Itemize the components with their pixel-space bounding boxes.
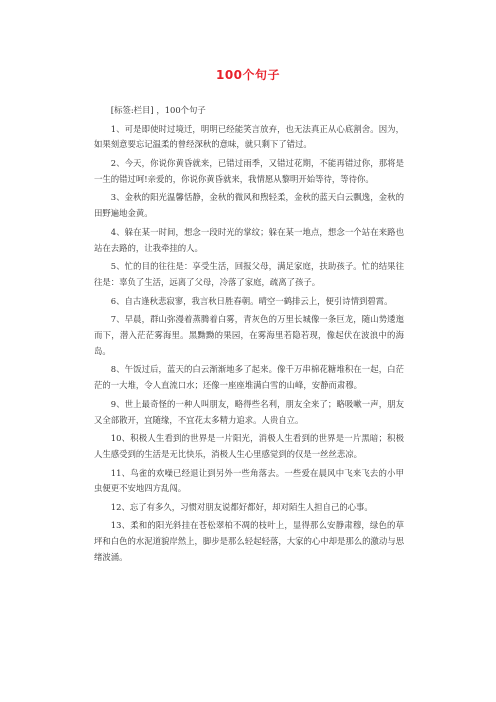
- paragraph: 2、今天，你说你黄昏就来，已错过雨季，又错过花期，不能再错过你，那将是一生的错过呵!亲爱的，你说你黄昏就来，我情愿从黎明开始等待，等待你。: [94, 157, 404, 184]
- page-title: 100个句子: [215, 68, 281, 82]
- paragraph: 1、可是即使时过境迁，明明已经能笑言放弃，也无法真正从心底割舍。因为，如果刻意要忘记温柔的曾经深秋的意味，就只剩下了错过。: [94, 123, 404, 150]
- paragraph: 6、自古逢秋悲寂寥，我言秋日胜春朝。晴空一鹤排云上，便引诗情到碧霄。: [110, 295, 393, 306]
- paragraph: 9、世上最奇怪的一种人叫朋友，略得些名利，朋友全来了；略吸嗽一声，朋友又全部散开，宜随缘，不宜花太多精力追求。人贵自立。: [94, 398, 404, 425]
- paragraph: 4、躲在某一时间，想念一段时光的掌纹；躲在某一地点，想念一个站在来路也站在去路的，让我牵挂的人。: [94, 226, 404, 253]
- paragraph: 3、金秋的阳光温馨恬静，金秋的微风和煦轻柔，金秋的蓝天白云飘逸，金秋的田野遍地金黄。: [94, 192, 404, 219]
- paragraph: 10、积极人生看到的世界是一片阳光，消极人生看到的世界是一片黑暗；积极人生感受到的生活是无比快乐，消极人生心里感觉到的仅是一丝丝悲凉。: [94, 433, 404, 460]
- paragraph: 13、柔和的阳光斜挂在苍松翠柏不凋的枝叶上，显得那么安静肃穆，绿色的草坪和白色的水泥道貌岸然上，脚步是那么轻起轻落，大家的心中却是那么的激动与思绪波涌。: [94, 520, 404, 563]
- paragraph: 7、早晨，群山弥漫着蒸腾着白雾，青灰色的万里长城像一条巨龙，随山势逶迤而下，潜入茫茫雾海里。黑黝黝的果园，在雾海里若隐若现，像起伏在波浪中的海岛。: [94, 314, 404, 356]
- document-body: [94, 103, 404, 569]
- paragraph: 5、忙的目的往往是：享受生活，回报父母，满足家庭，扶助孩子。忙的结果往往是：辜负了生活，远离了父母，冷落了家庭，疏离了孩子。: [94, 261, 404, 288]
- paragraph: 12、忘了有多久，习惯对朋友说都好都好，却对陌生人担自己的心事。: [110, 501, 373, 512]
- paragraph: 11、鸟雀的欢噪已经退让到另外一些角落去。一些爱在晨风中飞来飞去的小甲虫便更不安地四方乱闯。: [94, 467, 404, 494]
- paragraph: 8、午饭过后，蓝天的白云渐渐地多了起来。像千万串棉花糖堆积在一起，白茫茫的一大堆，令人直流口水；还像一座座堆满白雪的山峰，安静而肃穆。: [94, 364, 404, 391]
- tag-line: [标签:栏目] ，100个句子: [110, 105, 206, 115]
